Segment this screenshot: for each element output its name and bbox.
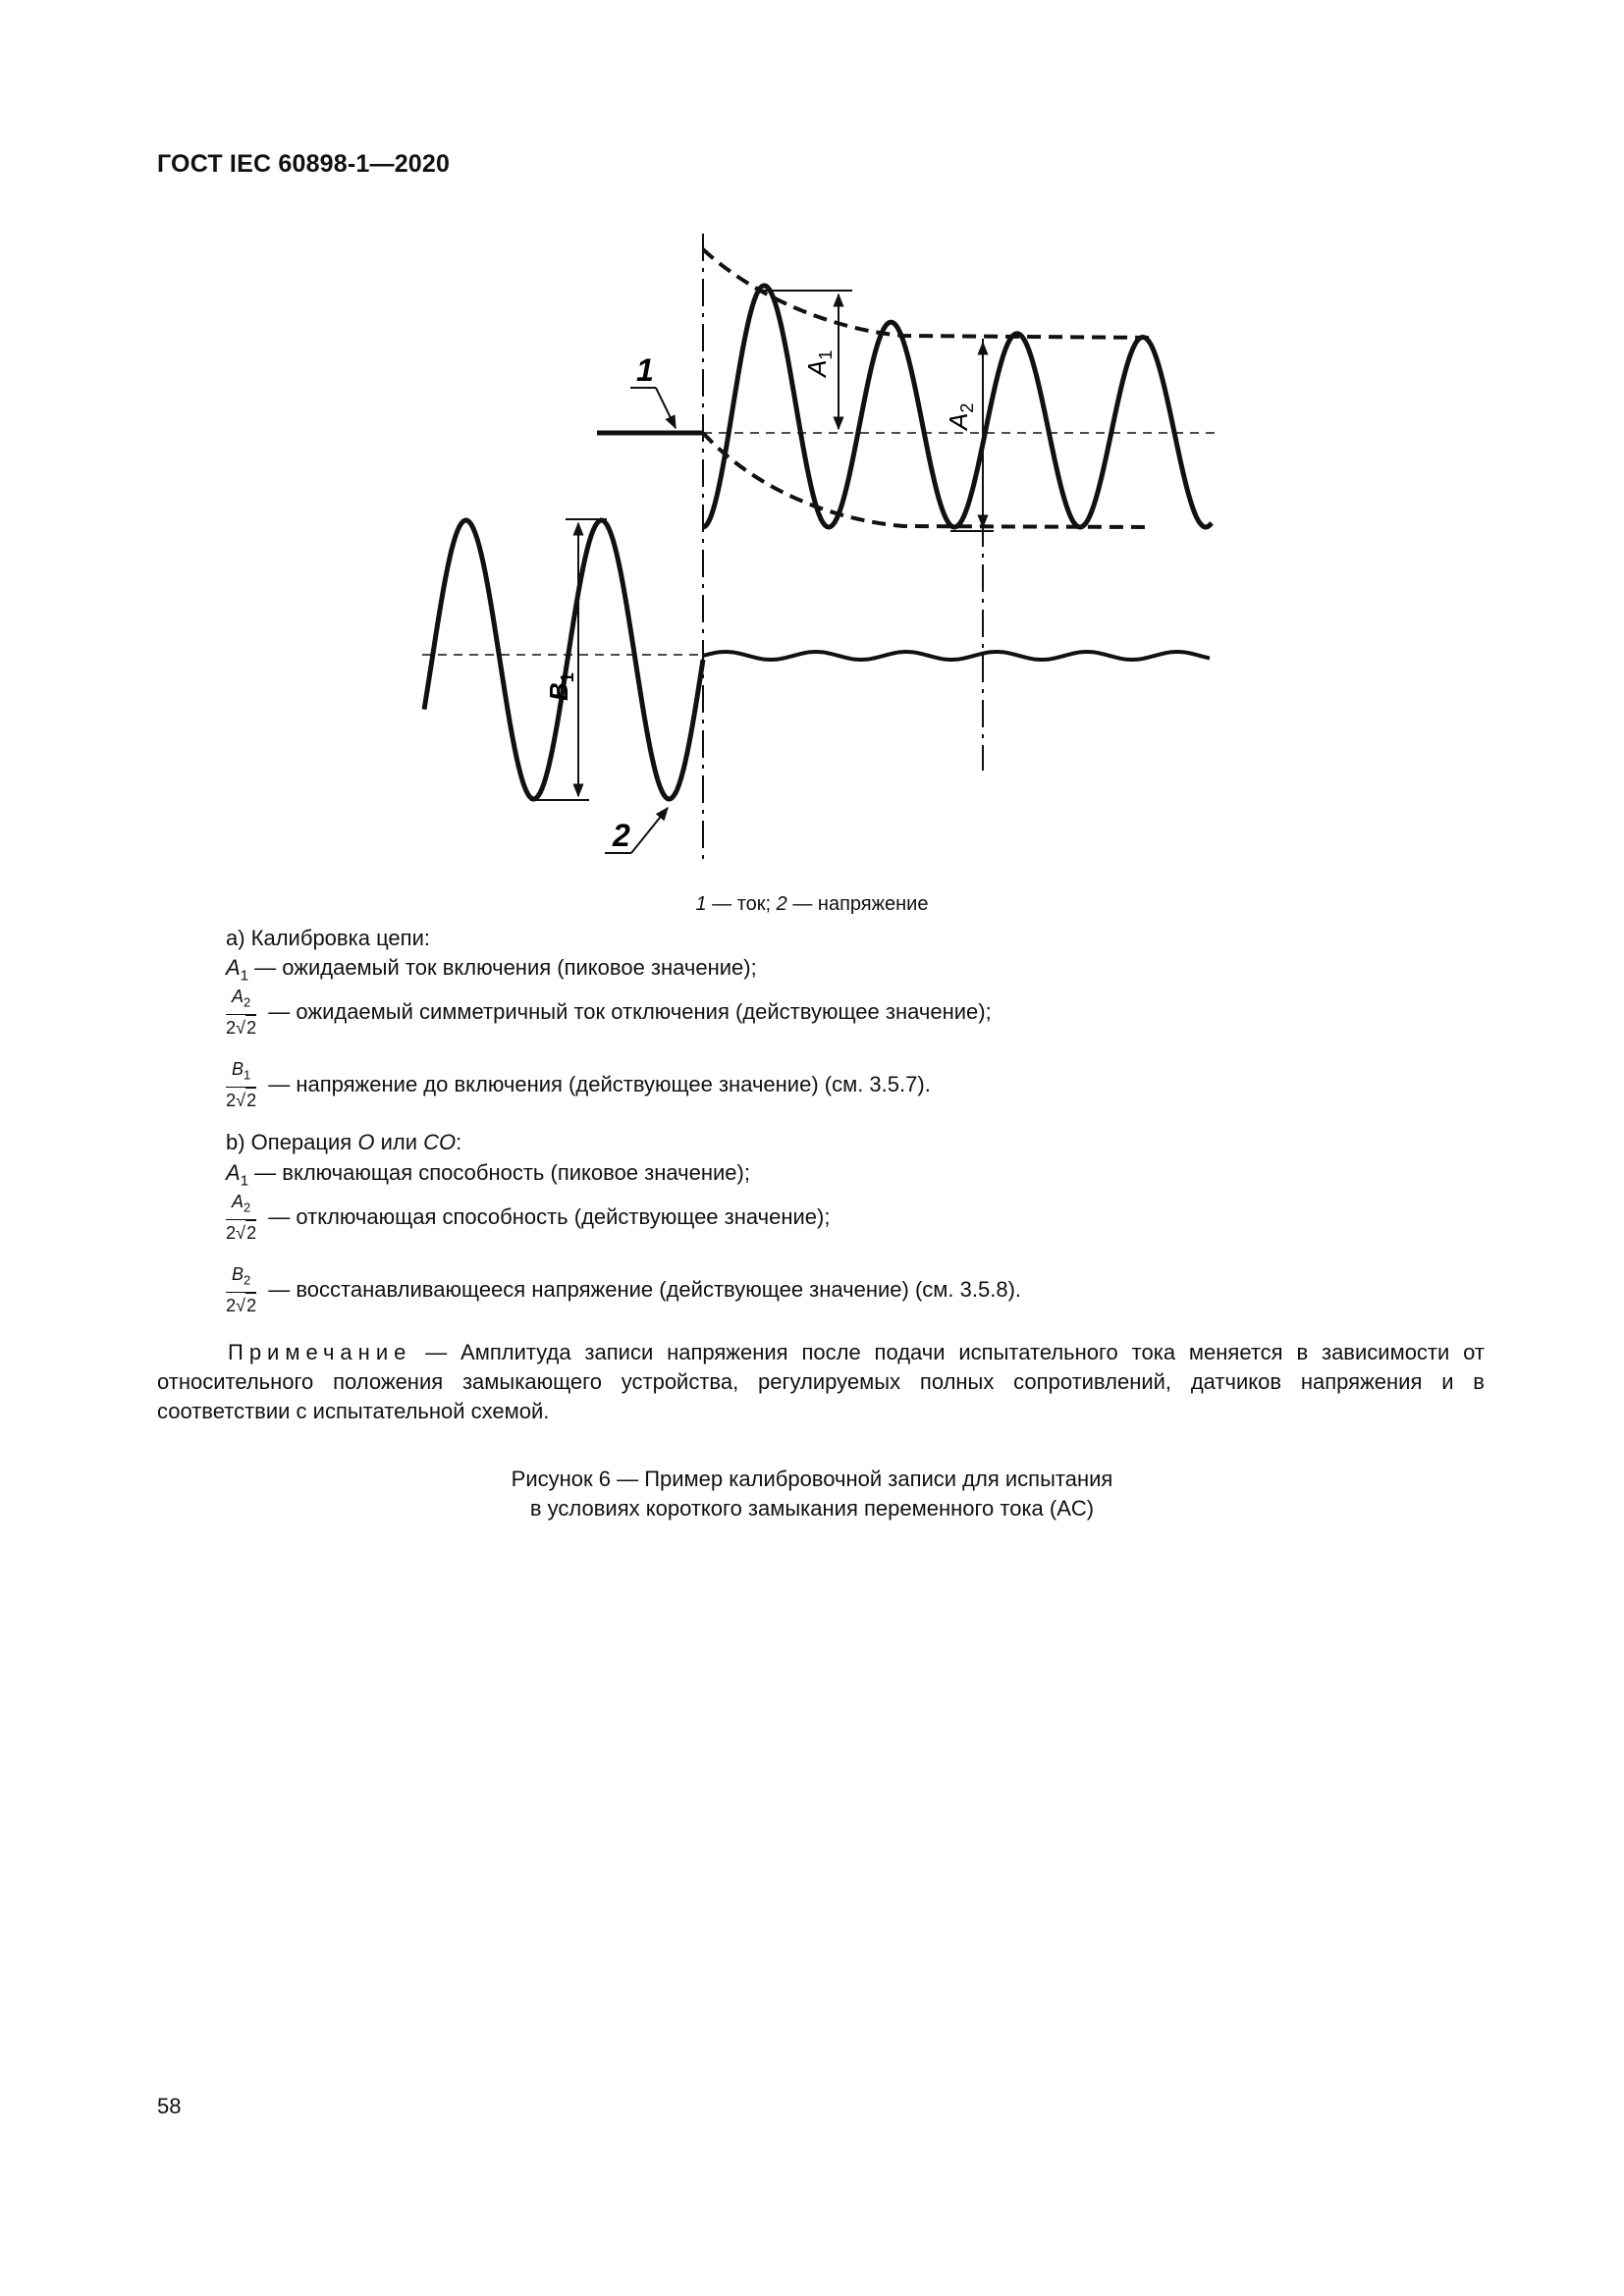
legend-b-item-2: $\frac{A_2}{2√2}$ — отключающая способность (действующее значение); bbox=[226, 1192, 831, 1243]
legend-a-item-2: $\frac{A_2}{2√2}$ — ожидаемый симметричный ток отключения (действующее значение); bbox=[226, 987, 992, 1038]
page-number: 58 bbox=[157, 2094, 182, 2118]
fraction-b2: $\frac{B_2}{2√2}$ bbox=[226, 1264, 257, 1315]
document-header: ГОСТ IEC 60898-1—2020 bbox=[157, 150, 451, 178]
a1-label: $A_1$ bbox=[802, 349, 836, 377]
legend-section-b-heading: b) Операция O или CO: bbox=[226, 1130, 462, 1154]
voltage-trace bbox=[424, 520, 703, 799]
note-label: Примечание bbox=[228, 1340, 412, 1364]
fraction-a2: $\frac{A_2}{2√2}$ bbox=[226, 987, 257, 1038]
legend-b-item-3: $\frac{B_2}{2√2}$ — восстанавливающееся напряжение (действующее значение) (см. 3.5.8). bbox=[226, 1264, 1022, 1315]
b1-label: $B_1$ bbox=[544, 672, 577, 701]
figure-title-line-2: в условиях короткого замыкания переменного тока (AC) bbox=[529, 1496, 1095, 1521]
callout-1-leader bbox=[656, 388, 676, 428]
calibration-waveform-figure bbox=[0, 0, 1624, 883]
note-text: — Амплитуда записи напряжения после подачи испытательного тока меняется в зависимости от относительного положения замыкающего устройства, регулируемых полных сопротивлений, датчиков напряжения и в соответствии с испытательной схемой. bbox=[157, 1340, 1485, 1423]
figure-title-line-1: Рисунок 6 — Пример калибровочной записи для испытания bbox=[511, 1467, 1113, 1491]
legend-b-item-1: $A_1$ — включающая способность (пиковое значение); bbox=[226, 1160, 750, 1190]
fraction-a2-b: $\frac{A_2}{2√2}$ bbox=[226, 1192, 257, 1243]
fraction-b1: $\frac{B_1}{2√2}$ bbox=[226, 1059, 257, 1110]
callout-2-leader bbox=[631, 808, 668, 853]
legend-a-item-1: $A_1$ — ожидаемый ток включения (пиковое значение); bbox=[226, 955, 757, 985]
callout-1-label: 1 bbox=[636, 352, 654, 388]
callout-2-label: 2 bbox=[613, 818, 630, 853]
legend-section-a-heading: а) Калибровка цепи: bbox=[226, 926, 430, 950]
a2-label: $A_2$ bbox=[944, 402, 977, 430]
recovery-voltage-trace bbox=[703, 652, 1210, 660]
figure-key-caption: 1 — ток; 2 — напряжение bbox=[695, 893, 929, 915]
legend-a-item-3: $\frac{B_1}{2√2}$ — напряжение до включения (действующее значение) (см. 3.5.7). bbox=[226, 1059, 931, 1110]
note-paragraph bbox=[157, 1338, 1485, 1426]
